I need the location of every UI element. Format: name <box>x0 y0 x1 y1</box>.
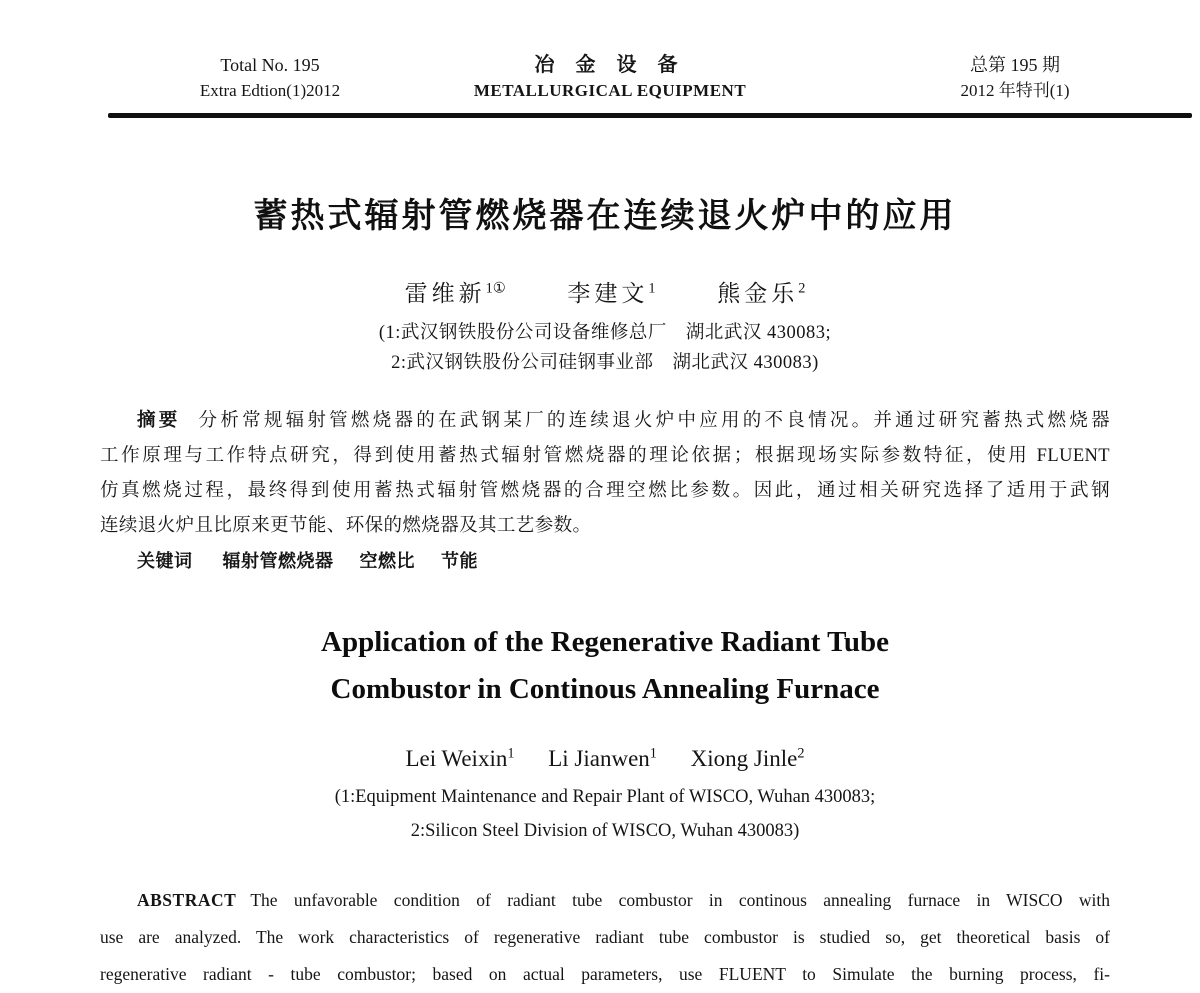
authors-english <box>100 745 1110 772</box>
affiliation-line: (1:武汉钢铁股份公司设备维修总厂 湖北武汉 430083; <box>378 323 832 343</box>
abstract-line: 仿真燃烧过程，最终得到使用蓄热式辐射管燃烧器的合理空燃比参数。因此，通过相关研究选择了适用于武钢 <box>100 481 1110 501</box>
affiliation-line: (1:Equipment Maintenance and Repair Plant of WISCO, Wuhan 430083; <box>334 786 876 807</box>
author-chinese: 熊金乐$^2$ <box>717 280 806 306</box>
affiliations-english <box>100 780 1110 848</box>
journal-name-chinese: 冶 金 设 备 <box>534 54 686 76</box>
author-chinese: 李建文$^1$ <box>567 280 656 306</box>
issue-info-right <box>880 52 1150 103</box>
header-divider-rule <box>108 113 1192 118</box>
abstract-label-english: ABSTRACT <box>137 889 237 910</box>
abstract-line: regenerative radiant - tube combustor; based on actual parameters, use FLUENT to Simulate the burning process, fi- <box>100 963 1110 984</box>
total-issue-chinese: 总第 195 期 <box>970 55 1060 75</box>
issue-info-left <box>140 52 400 103</box>
journal-name-english: METALLURGICAL EQUIPMENT <box>473 81 747 100</box>
abstract-line: ABSTRACT The unfavorable condition of radiant tube combustor in continous annealing furnace in WISCO with <box>137 889 1110 910</box>
affiliation-line: 2:Silicon Steel Division of WISCO, Wuhan 430083) <box>410 820 800 841</box>
author-superscript: 2 <box>797 745 805 761</box>
abstract-line: use are analyzed. The work characteristics of regenerative radiant tube combustor is studied so, get theoretical basis of <box>100 926 1110 947</box>
author-chinese: 雷维新$^{1①}$ <box>404 280 506 306</box>
article-content <box>100 130 1110 993</box>
abstract-english <box>100 882 1110 993</box>
keyword: 辐射管燃烧器 <box>222 551 334 571</box>
abstract-line: 连续退火炉且比原来更节能、环保的燃烧器及其工艺参数。 <box>100 516 592 536</box>
journal-name <box>430 52 790 103</box>
author-superscript: 1① <box>485 280 506 297</box>
author-superscript: 1 <box>648 280 656 297</box>
keyword: 空燃比 <box>359 551 415 571</box>
keyword: 节能 <box>441 551 478 571</box>
keywords-chinese <box>100 544 1110 579</box>
abstract-line: 工作原理与工作特点研究，得到使用蓄热式辐射管燃烧器的理论依据；根据现场实际参数特征，使用 FLUENT <box>100 446 1110 466</box>
abstract-label-chinese: 摘要 <box>137 411 181 431</box>
author-superscript: 1 <box>507 745 515 761</box>
affiliations-chinese <box>100 318 1110 378</box>
title-english-line2: Combustor in Continous Annealing Furnace <box>330 673 880 705</box>
abstract-chinese <box>100 404 1110 544</box>
author-english: Lei Weixin$^1$ <box>405 745 515 771</box>
year-special-issue: 2012 年特刊(1) <box>960 81 1070 100</box>
keywords-label-chinese: 关键词 <box>137 551 193 571</box>
author-superscript: 2 <box>798 280 806 297</box>
affiliation-line: 2:武汉钢铁股份公司硅钢事业部 湖北武汉 430083) <box>391 353 819 373</box>
author-english: Li Jianwen$^1$ <box>548 745 657 771</box>
author-english: Xiong Jinle$^2$ <box>690 745 805 771</box>
author-superscript: 1 <box>649 745 657 761</box>
total-number: Total No. 195 <box>220 55 320 75</box>
authors-chinese <box>100 275 1110 308</box>
article-title-chinese: 蓄热式辐射管燃烧器在连续退火炉中的应用 <box>253 197 957 235</box>
title-english-line1: Application of the Regenerative Radiant Tube <box>321 626 889 658</box>
article-title-english <box>100 619 1110 713</box>
edition-info: Extra Edtion(1)2012 <box>199 81 341 100</box>
abstract-line: 摘要 分析常规辐射管燃烧器的在武钢某厂的连续退火炉中应用的不良情况。并通过研究蓄热式燃烧器 <box>137 411 1110 431</box>
